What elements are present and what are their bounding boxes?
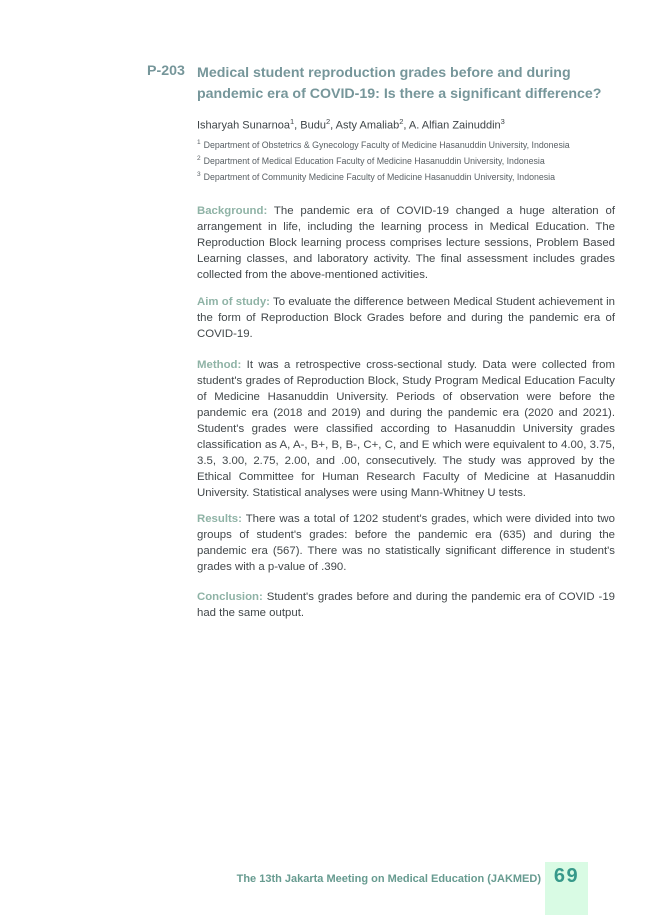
author-separator: ,	[403, 119, 409, 132]
author: Isharyah Sunarnoa	[197, 119, 290, 132]
affiliation-text: Department of Community Medicine Faculty of Medicine Hasanuddin University, Indonesia	[203, 171, 556, 182]
affiliation-mark: 3	[197, 170, 201, 178]
author-affil-mark: 2	[399, 117, 404, 126]
section-text: Student's grades before and during the pandemic era of COVID -19 had the same output.	[197, 591, 615, 619]
section-label: Background:	[197, 205, 268, 217]
section-text: To evaluate the difference between Medical Student achievement in the form of Reproduction Block Grades before and during the pandemic era of COVID-19.	[197, 296, 615, 340]
affiliation-text: Department of Obstetrics & Gynecology Faculty of Medicine Hasanuddin University, Indonesia	[203, 139, 570, 150]
section-text: It was a retrospective cross-sectional study. Data were collected from student's grades of Reproduction Block, Study Program Medical Education Faculty of Medicine Hasanuddin University. Periods of observation were before the pandemic era (2018 and 2019) and during the pandemic era (2020 and 2021). Student's grades were classified according to Hasanuddin University grades classification as A, A-, B+, B, B-, C+, C, and E which were equivalent to 4.00, 3.75, 3.5, 3.00, 2.75, 2.00, and .00, consecutively. The study was approved by the Ethical Committee for Human Research Faculty of Medicine at Hasanuddin University. Statistical analyses were using Mann-Whitney U tests.	[197, 359, 615, 499]
section-text: The pandemic era of COVID-19 changed a huge alteration of arrangement in life, including the learning process in Medical Education. The Reproduction Block learning process comprises lecture sessions, Problem Based Learning classes, and laboratory activity. The final assessment includes grades collected from the above-mentioned activities.	[197, 205, 615, 281]
author: Asty Amaliab	[335, 119, 400, 132]
page-number-box	[545, 862, 588, 915]
affiliation	[197, 152, 621, 168]
section-conclusion	[197, 589, 615, 621]
affiliation-text: Department of Medical Education Faculty of Medicine Hasanuddin University, Indonesia	[203, 155, 545, 166]
author-line	[197, 117, 621, 132]
author-separator: ,	[294, 119, 301, 132]
abstract-code: P-203	[147, 63, 185, 79]
footer-conference-title: The 13th Jakarta Meeting on Medical Education (JAKMED)	[236, 873, 541, 885]
author-affil-mark: 2	[325, 117, 331, 126]
section-label: Conclusion:	[197, 591, 263, 603]
author-affil-mark: 1	[289, 117, 295, 126]
section-label: Method:	[197, 359, 242, 371]
affiliation	[197, 136, 621, 152]
affiliation	[197, 168, 621, 184]
section-label: Aim of study:	[197, 296, 270, 308]
affiliation-mark: 2	[197, 154, 201, 162]
section-label: Results:	[197, 513, 242, 525]
section-aim	[197, 294, 615, 342]
author: Budu	[300, 119, 326, 132]
author-affil-mark: 3	[500, 117, 505, 126]
page-number: 69	[553, 865, 580, 887]
section-text: There was a total of 1202 student's grades, which were divided into two groups of student's grades: before the pandemic era (635) and during the pandemic era (567). There was no statistically significant difference in student's grades with a p-value of .390.	[197, 513, 615, 573]
author: A. Alfian Zainuddin	[408, 119, 501, 132]
section-background	[197, 203, 615, 283]
affiliation-list	[197, 136, 621, 184]
section-results	[197, 511, 615, 575]
affiliation-mark: 1	[197, 139, 201, 146]
author-separator: ,	[330, 119, 336, 132]
abstract-title: Medical student reproduction grades before and during pandemic era of COVID-19: Is there a significant difference?	[197, 65, 602, 102]
section-method	[197, 357, 615, 501]
